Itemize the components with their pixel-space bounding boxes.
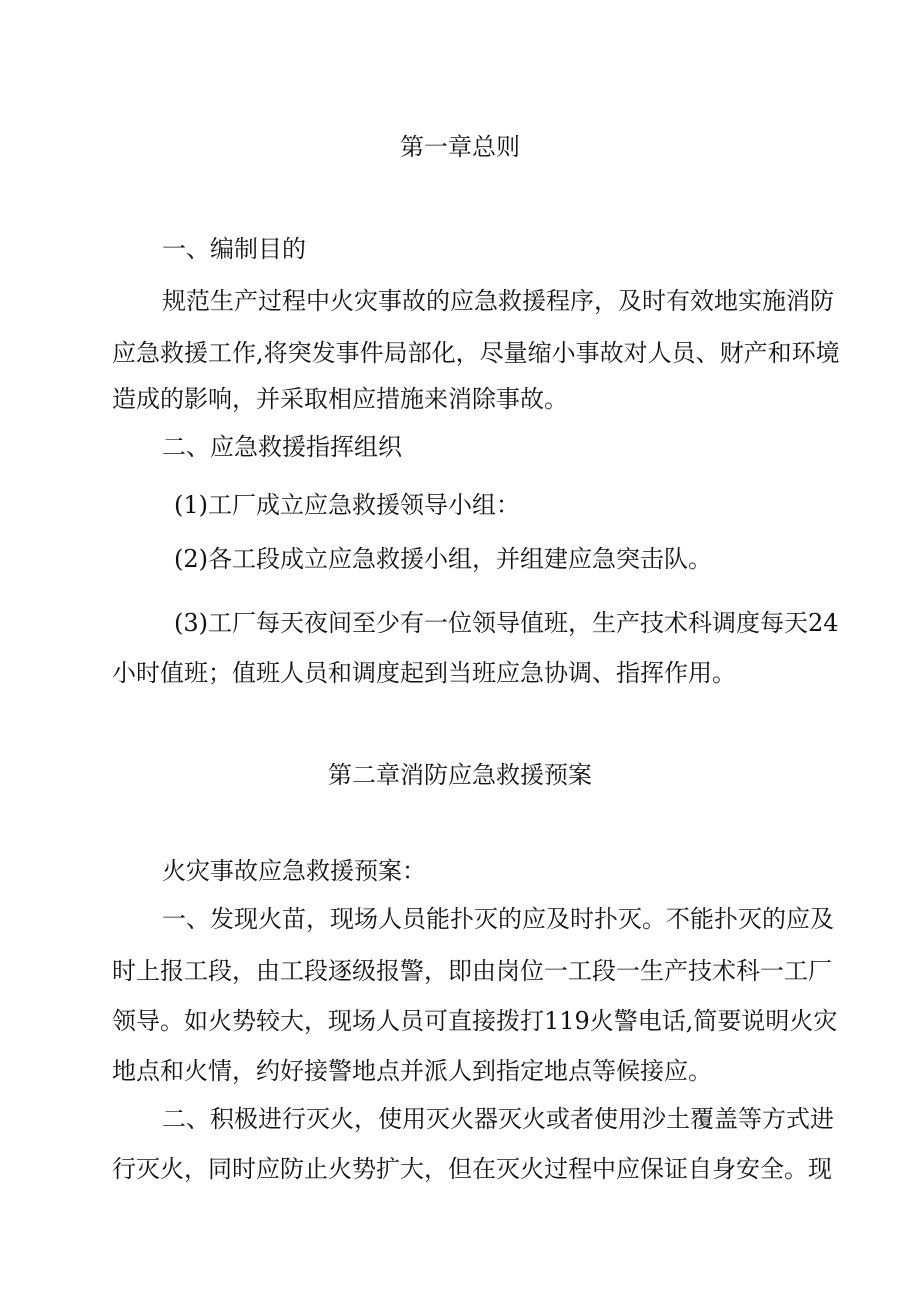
chapter1-title: 第一章总则 — [400, 133, 520, 161]
chapter2-title: 第二章消防应急救援预案 — [328, 761, 592, 789]
document-page: 第一章总则 一、编制目的 规范生产过程中火灾事故的应急救援程序，及时有效地实施消防 应急救援工作,将突发事件局部化，尽量缩小事故对人员、财产和环境 造成的影响，并采取相应措施来消除事故。 二、应急救援指挥组织 (1)工厂成立应急救援领导小组： (2)各工段成立应急救援小组，并组建应急突击队。 (3)工厂每天夜间至少有一位领导值班，生产技术科调度每天24 小时值班；值班人员和调度起到当班应急协调、指挥作用。 第二章消防应急救援预案 火灾事故应急救援预案： 一、发现火苗，现场人员能扑灭的应及时扑灭。不能扑灭的应及 时上报工段，由工段逐级报警，即由岗位一工段一生产技术科一工厂 领导。如火势较大，现场人员可直接拨打119火警电话,简要说明火灾 地点和火情，约好接警地点并派人到指定地点等候接应。 二、积极进行灭火，使用灭火器灭火或者使用沙土覆盖等方式进 行灭火，同时应防止火势扩大，但在灭火过程中应保证自身安全。现 — [0, 0, 920, 1301]
